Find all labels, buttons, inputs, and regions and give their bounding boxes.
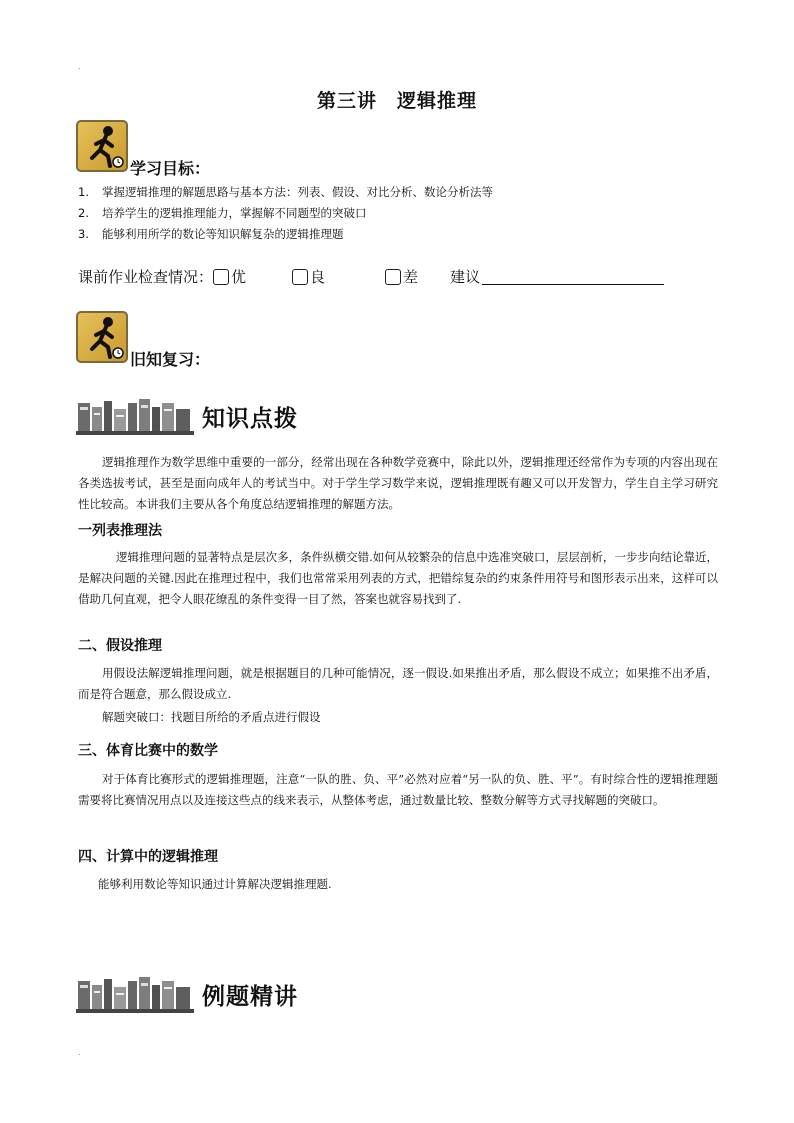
running-man-icon bbox=[76, 120, 128, 172]
running-man-icon bbox=[76, 311, 128, 363]
knowledge-banner bbox=[76, 396, 298, 436]
page-marker-bottom: . bbox=[78, 1048, 81, 1057]
section-heading: 一列表推理法 bbox=[78, 523, 162, 539]
books-icon bbox=[76, 397, 194, 435]
section-paragraph: 解题突破口：找题目所给的矛盾点进行假设 bbox=[102, 710, 321, 724]
list-item: 2. 培养学生的逻辑推理能力，掌握解不同题型的突破口 bbox=[78, 206, 367, 220]
knowledge-intro: 逻辑推理作为数学思维中重要的一部分，经常出现在各种数学竞赛中，除此以外，逻辑推理还经常作为专项的内容出现在各类选拔考试，甚至是面向成年人的考试当中。对于学生学习数学来说，逻辑推理既有趣又可以开发智力，学生自主学习研究性比较高。本讲我们主要从各个角度总结逻辑推理的解题方法。 bbox=[78, 455, 718, 511]
homework-label: 课前作业检查情况： bbox=[78, 268, 214, 286]
suggest-field[interactable] bbox=[482, 268, 664, 285]
list-item: 1. 掌握逻辑推理的解题思路与基本方法：列表、假设、对比分析、数论分析法等 bbox=[78, 185, 493, 199]
page-marker-top: . bbox=[78, 62, 81, 71]
suggest-label: 建议 bbox=[450, 268, 481, 286]
option-poor: 差 bbox=[403, 268, 419, 286]
section-paragraph: 对于体育比赛形式的逻辑推理题，注意“一队的胜、负、平”必然对应着“另一队的负、胜、平”。有时综合性的逻辑推理题需要将比赛情况用点以及连接这些点的线来表示，从整体考虑，通过数量比较、整数分解等方式寻找解题的突破口。 bbox=[78, 772, 718, 807]
page-title: 第三讲 逻辑推理 bbox=[316, 90, 477, 112]
section-heading: 二、假设推理 bbox=[78, 638, 162, 654]
knowledge-banner-title: 知识点拨 bbox=[202, 405, 298, 432]
examples-banner bbox=[76, 974, 298, 1014]
books-icon bbox=[76, 975, 194, 1013]
goals-list bbox=[78, 182, 493, 245]
checkbox-poor[interactable] bbox=[385, 269, 401, 285]
review-label: 旧知复习： bbox=[130, 350, 211, 369]
section-paragraph: 逻辑推理问题的显著特点是层次多，条件纵横交错.如何从较繁杂的信息中选准突破口，层层剖析，一步步向结论靠近，是解决问题的关键.因此在推理过程中，我们也常常采用列表的方式，把错综复杂的约束条件用符号和图形表示出来，这样可以借助几何直观，把令人眼花缭乱的条件变得一目了然，答案也就容易找到了. bbox=[78, 550, 718, 606]
section-paragraph: 用假设法解逻辑推理问题，就是根据题目的几种可能情况，逐一假设.如果推出矛盾，那么假设不成立；如果推不出矛盾，而是符合题意，那么假设成立. bbox=[78, 666, 718, 701]
section-heading: 三、体育比赛中的数学 bbox=[78, 743, 218, 759]
option-excellent: 优 bbox=[231, 268, 247, 286]
section-paragraph: 能够利用数论等知识通过计算解决逻辑推理题. bbox=[98, 877, 332, 891]
checkbox-good[interactable] bbox=[292, 269, 308, 285]
option-good: 良 bbox=[310, 268, 326, 286]
section-heading: 四、计算中的逻辑推理 bbox=[78, 849, 218, 865]
examples-banner-title: 例题精讲 bbox=[202, 983, 298, 1010]
homework-check-row bbox=[78, 266, 664, 287]
checkbox-excellent[interactable] bbox=[213, 269, 229, 285]
goals-label: 学习目标： bbox=[130, 159, 211, 178]
list-item: 3. 能够利用所学的数论等知识解复杂的逻辑推理题 bbox=[78, 227, 344, 241]
